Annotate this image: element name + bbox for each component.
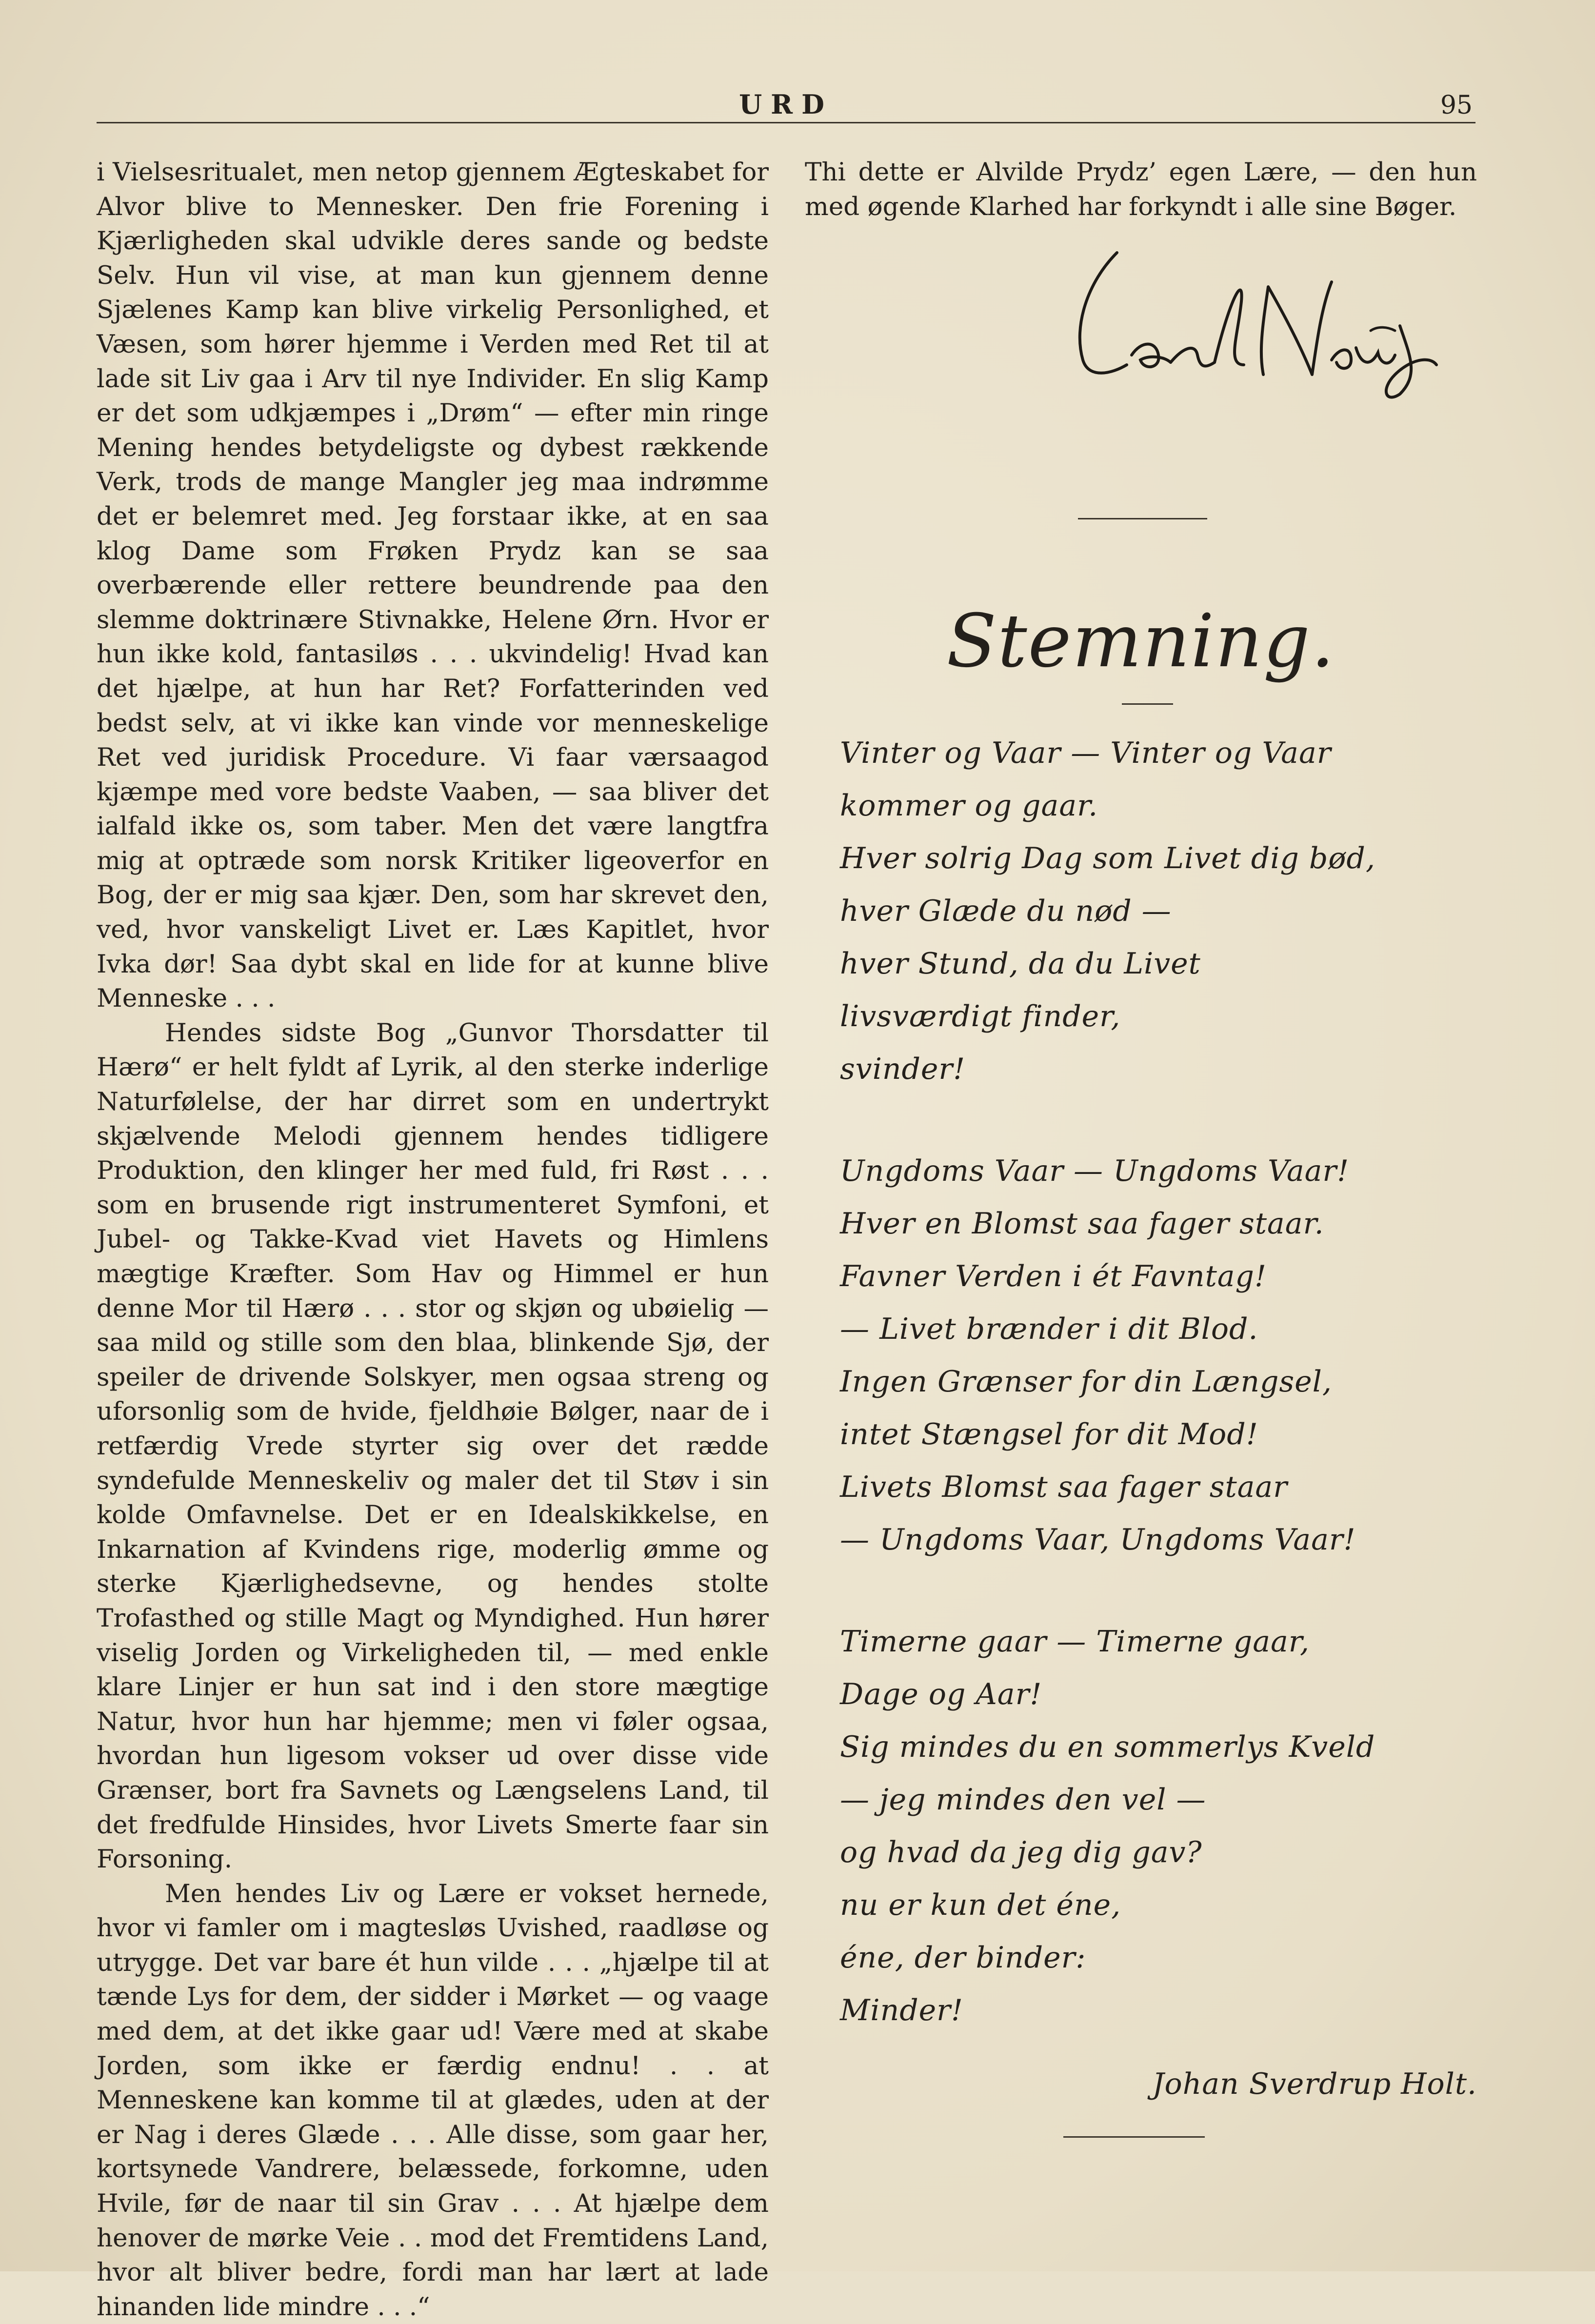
poem-line: Hver solrig Dag som Livet dig bød, [840, 841, 1376, 875]
page-header [97, 87, 1475, 126]
poem-line: intet Stængsel for dit Mod! [840, 1417, 1258, 1451]
poem-line: Dage og Aar! [840, 1677, 1042, 1711]
end-divider [1063, 2136, 1205, 2138]
poem-line: — Livet brænder i dit Blod. [840, 1312, 1258, 1346]
article-paragraph: Men hendes Liv og Lære er vokset hernede, hvor vi famler om i magtesløs Uvished, raadløse og utrygge. Det var bare ét hun vilde . . . „hjælpe til at tænde Lys for dem, der sidder i Mørket — og vaage med dem, at det ikke gaar ud! Være med at skabe Jorden, som ikke er færdig endnu! . . at Menneskene kan komme til at glædes, uden at der er Nag i deres Glæde . . . Alle disse, som gaar her, kortsynede Vandrere, belæssede, forkomne, uden Hvile, før de naar til sin Grav . . . At hjælpe dem henover de mørke Veie . . mod det Fremtidens Land, hvor alt bliver bedre, fordi man har lært at lade hinanden lide mindre . . .“ [97, 1879, 769, 2322]
poem-line: Timerne gaar — Timerne gaar, [840, 1625, 1310, 1659]
poem-stanza [840, 727, 1474, 1095]
poem-line: — jeg mindes den vel — [840, 1783, 1206, 1817]
poem-line: nu er kun det éne, [840, 1888, 1121, 1922]
running-title: URD [739, 89, 833, 120]
poem-line: svinder! [840, 1052, 966, 1086]
poem-line: kommer og gaar. [840, 789, 1098, 823]
article-column-left [97, 155, 769, 2324]
poem-line: og hvad da jeg dig gav? [840, 1835, 1202, 1869]
poem-line: Livets Blomst saa fager staar [840, 1470, 1288, 1504]
poem-author: Johan Sverdrup Holt. [1152, 2067, 1477, 2101]
header-rule [97, 122, 1475, 123]
poem-title: Stemning. [946, 599, 1336, 684]
closing-quote: Thi dette er Alvilde Prydz’ egen Lære, — den hun med øgende Klarhed har forkyndt i alle sine Bøger. [805, 158, 1477, 221]
poem-line: hver Glæde du nød — [840, 894, 1172, 928]
section-divider [1078, 518, 1207, 519]
poem [840, 727, 1474, 2086]
title-divider [1122, 703, 1173, 705]
poem-line: Favner Verden i ét Favntag! [840, 1259, 1267, 1293]
poem-line: livsværdigt finder, [840, 999, 1121, 1033]
poem-line: Minder! [840, 1993, 963, 2027]
poem-line: Sig mindes du en sommerlys Kveld [840, 1730, 1376, 1764]
page-number: 95 [1440, 91, 1473, 120]
handwritten-signature [1058, 243, 1439, 399]
article-paragraph: i Vielsesritualet, men netop gjennem Ægteskabet for Alvor blive to Mennesker. Den frie Forening i Kjærligheden skal udvikle deres sande og bedste Selv. Hun vil vise, at man kun gjennem denne Sjælenes Kamp kan blive virkelig Personlighed, et Væsen, som hører hjemme i Verden med Ret til at lade sit Liv gaa i Arv til nye Individer. En slig Kamp er det som udkjæmpes i „Drøm“ — efter min ringe Mening hendes betydeligste og dybest rækkende Verk, trods de mange Mangler jeg maa indrømme det er belemret med. Jeg forstaar ikke, at en saa klog Dame som Frøken Prydz kan se saa overbærende eller rettere beundrende paa den slemme doktrinære Stivnakke, Helene Ørn. Hvor er hun ikke kold, fantasiløs . . . ukvindelig! Hvad kan det hjælpe, at hun har Ret? Forfatterinden ved bedst selv, at vi ikke kan vinde vor menneskelige Ret ved juridisk Procedure. Vi faar værsaagod kjæmpe med vore bedste Vaaben, — saa bliver det ialfald ikke os, som taber. Men det være langtfra mig at optræde som norsk Kritiker ligeoverfor en Bog, der er mig saa kjær. Den, som har skrevet den, ved, hvor vanskeligt Livet er. Læs Kapitlet, hvor Ivka dør! Saa dybt skal en lide for at kunne blive Menneske . . . [97, 158, 769, 1013]
poem-line: Ingen Grænser for din Længsel, [840, 1365, 1332, 1399]
poem-stanza [840, 1615, 1474, 2037]
poem-line: hver Stund, da du Livet [840, 947, 1201, 981]
poem-stanza [840, 1145, 1474, 1566]
article-column-right [805, 155, 1477, 2101]
poem-line: éne, der binder: [840, 1941, 1086, 1975]
poem-line: — Ungdoms Vaar, Ungdoms Vaar! [840, 1523, 1356, 1557]
poem-line: Hver en Blomst saa fager staar. [840, 1207, 1324, 1241]
article-paragraph: Hendes sidste Bog „Gunvor Thorsdatter til Hærø“ er helt fyldt af Lyrik, al den sterke inderlige Naturfølelse, der har dirret som en undertrykt skjælvende Melodi gjennem hendes tidligere Produktion, den klinger her med fuld, fri Røst . . . som en brusende rigt instrumenteret Symfoni, et Jubel- og Takke-Kvad viet Havets og Himlens mægtige Kræfter. Som Hav og Himmel er hun denne Mor til Hærø . . . stor og skjøn og ubøielig — saa mild og stille som den blaa, blinkende Sjø, der speiler de drivende Solskyer, men ogsaa streng og uforsonlig som de hvide, fjeldhøie Bølger, naar de i retfærdig Vrede styrter sig over det rædde syndefulde Menneskeliv og maler det til Støv i sin kolde Omfavnelse. Det er en Idealskikkelse, en Inkarnation af Kvindens rige, moderlig ømme og sterke Kjærlighedsevne, og hendes stolte Trofasthed og stille Magt og Myndighed. Hun hører viselig Jorden og Virkeligheden til, — med enkle klare Linjer er hun sat ind i den store mægtige Natur, hvor hun har hjemme; men vi føler ogsaa, hvordan hun ligesom vokser ud over disse vide Grænser, bort fra Savnets og Længselens Land, til det fredfulde Hinsides, hvor Livets Smerte faar sin Forsoning. [97, 1018, 769, 1874]
poem-line: Ungdoms Vaar — Ungdoms Vaar! [840, 1154, 1350, 1188]
poem-line: Vinter og Vaar — Vinter og Vaar [840, 736, 1332, 770]
